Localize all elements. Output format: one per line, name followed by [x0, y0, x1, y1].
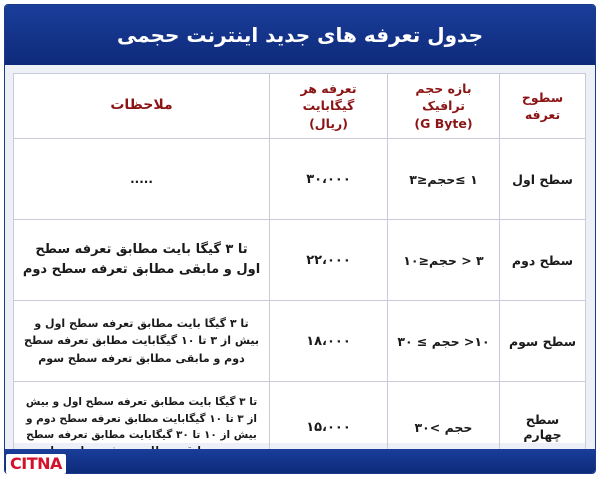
header-range: [388, 74, 500, 139]
footer-bar: [5, 449, 595, 473]
table-row: [14, 220, 586, 301]
citna-logo: CITNA: [6, 454, 66, 474]
table-header-row: [14, 74, 586, 139]
cell-price: ۳۰،۰۰۰: [270, 139, 388, 220]
tariff-card: [4, 4, 596, 474]
cell-notes: تا ۳ گیگا بایت مطابق تعرفه سطح اول و مابقی مطابق تعرفه سطح دوم: [14, 220, 270, 301]
cell-level: سطح سوم: [500, 301, 586, 382]
cell-level: سطح اول: [500, 139, 586, 220]
cell-level: سطح دوم: [500, 220, 586, 301]
cell-range: ۱ ≥حجم≤۳: [388, 139, 500, 220]
cell-range: حجم >۳۰: [388, 382, 500, 473]
title-text: جدول تعرفه های جدید اینترنت حجمی: [116, 23, 484, 47]
header-notes: [14, 74, 270, 139]
cell-notes: .....: [14, 139, 270, 220]
cell-range: ۱۰< حجم ≥ ۳۰: [388, 301, 500, 382]
cell-price: ۱۵،۰۰۰: [270, 382, 388, 473]
header-price: [270, 74, 388, 139]
tariff-table: [13, 73, 586, 473]
header-level: [500, 74, 586, 139]
table-row: [14, 139, 586, 220]
table-row: [14, 301, 586, 382]
cell-notes: تا ۳ گیگا بایت مطابق تعرفه سطح اول و بیش از ۳ تا ۱۰ گیگابایت مطابق تعرفه سطح دوم و بیش از ۱۰ تا ۳۰ گیگابایت مطابق تعرفه سطح: [14, 382, 270, 473]
cell-notes: تا ۳ گیگا بایت مطابق تعرفه سطح اول و بیش از ۳ تا ۱۰ گیگابایت مطابق تعرفه سطح دوم و مابقی مطابق تعرفه سطح سوم: [14, 301, 270, 382]
header-notes-label: ملاحظات: [110, 97, 173, 114]
cell-range: ۳ < حجم≤۱۰: [388, 220, 500, 301]
header-range-unit: (G Byte): [414, 115, 473, 131]
cell-level: سطح چهارم: [500, 382, 586, 473]
header-level-label: سطوح تعرفه: [521, 89, 564, 122]
header-range-label: بازه حجم ترافیک: [415, 80, 472, 114]
cell-price: ۱۸،۰۰۰: [270, 301, 388, 382]
tariff-table-container: [13, 73, 585, 443]
page-title: [5, 5, 595, 65]
cell-price: ۲۲،۰۰۰: [270, 220, 388, 301]
header-price-label: تعرفه هر گیگابایت: [300, 80, 357, 114]
header-price-unit: (ریال): [309, 115, 348, 131]
